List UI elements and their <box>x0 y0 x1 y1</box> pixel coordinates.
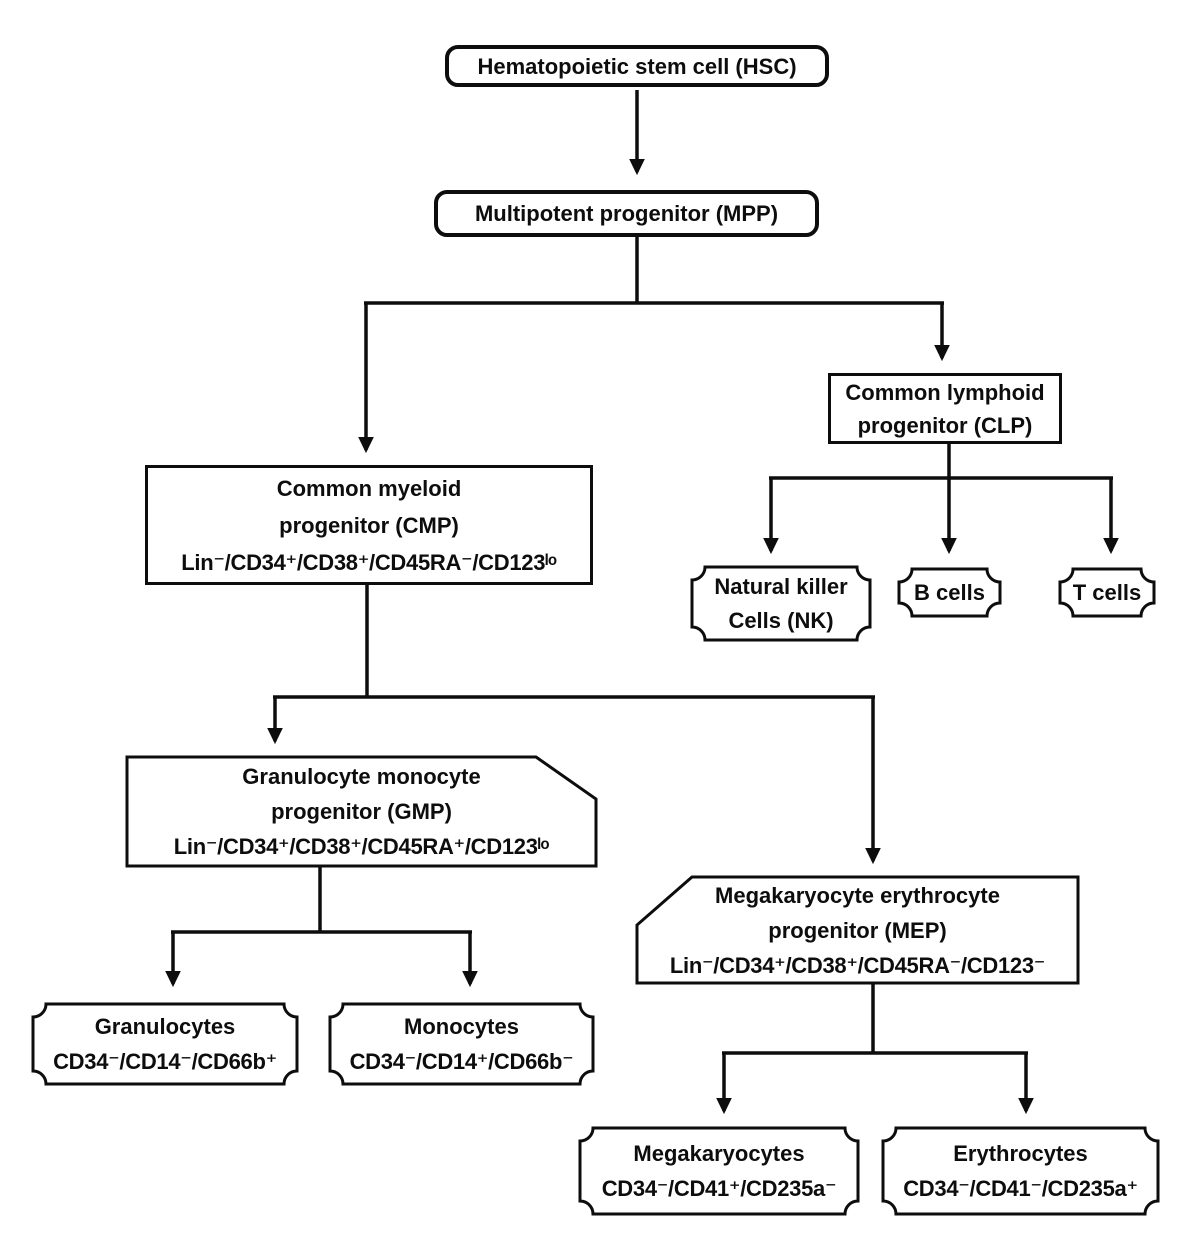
node-mep-line1: Megakaryocyte erythrocyte <box>715 882 1000 908</box>
node-t-cells-label: T cells <box>1072 580 1142 605</box>
node-mep-markers: Lin⁻/CD34⁺/CD38⁺/CD45RA⁻/CD123⁻ <box>669 952 1046 978</box>
node-mpp-label: Multipotent progenitor (MPP) <box>474 201 779 226</box>
node-t-cells <box>1058 567 1156 618</box>
node-megakaryocytes <box>578 1126 860 1216</box>
node-megakaryocytes-line1: Megakaryocytes <box>633 1141 805 1166</box>
node-clp-line1: Common lymphoid <box>845 379 1045 405</box>
connector-mep-split <box>722 983 1028 1111</box>
connector-gmp-split <box>171 866 472 984</box>
node-cmp-line1: Common myeloid <box>276 475 462 501</box>
node-granulocytes-line1: Granulocytes <box>94 1014 236 1039</box>
node-b-cells-label: B cells <box>914 580 985 605</box>
node-nk-line2: Cells (NK) <box>728 607 834 633</box>
node-hsc <box>445 45 829 87</box>
node-hsc-label: Hematopoietic stem cell (HSC) <box>477 53 797 79</box>
node-erythrocytes-markers: CD34⁻/CD41⁻/CD235a⁺ <box>903 1176 1138 1201</box>
node-b-cells <box>897 567 1002 618</box>
node-megakaryocytes-markers: CD34⁻/CD41⁺/CD235a⁻ <box>601 1176 837 1201</box>
node-gmp-line2: progenitor (GMP) <box>271 799 452 824</box>
node-clp-line2: progenitor (CLP) <box>857 412 1033 438</box>
node-mep <box>635 875 1080 985</box>
node-mpp <box>434 190 819 237</box>
node-gmp-markers: Lin⁻/CD34⁺/CD38⁺/CD45RA⁺/CD123ˡᵒ <box>173 834 550 859</box>
node-mep-line2: progenitor (MEP) <box>768 917 947 943</box>
node-gmp-line1: Granulocyte monocyte <box>242 764 481 789</box>
node-monocytes <box>328 1002 595 1086</box>
node-erythrocytes <box>881 1126 1160 1216</box>
connector-clp-split <box>769 443 1113 551</box>
node-erythrocytes-line1: Erythrocytes <box>953 1141 1088 1166</box>
node-nk-cells <box>690 565 872 642</box>
node-monocytes-markers: CD34⁻/CD14⁺/CD66b⁻ <box>349 1049 574 1074</box>
node-gmp <box>125 755 598 868</box>
node-cmp-line2: progenitor (CMP) <box>279 512 459 538</box>
node-clp <box>828 373 1062 444</box>
node-nk-line1: Natural killer <box>714 573 848 599</box>
node-monocytes-line1: Monocytes <box>404 1014 519 1039</box>
node-cmp-markers: Lin⁻/CD34⁺/CD38⁺/CD45RA⁻/CD123ˡᵒ <box>181 549 557 575</box>
node-granulocytes <box>31 1002 299 1086</box>
node-granulocytes-markers: CD34⁻/CD14⁻/CD66b⁺ <box>53 1049 277 1074</box>
node-cmp <box>145 465 593 585</box>
